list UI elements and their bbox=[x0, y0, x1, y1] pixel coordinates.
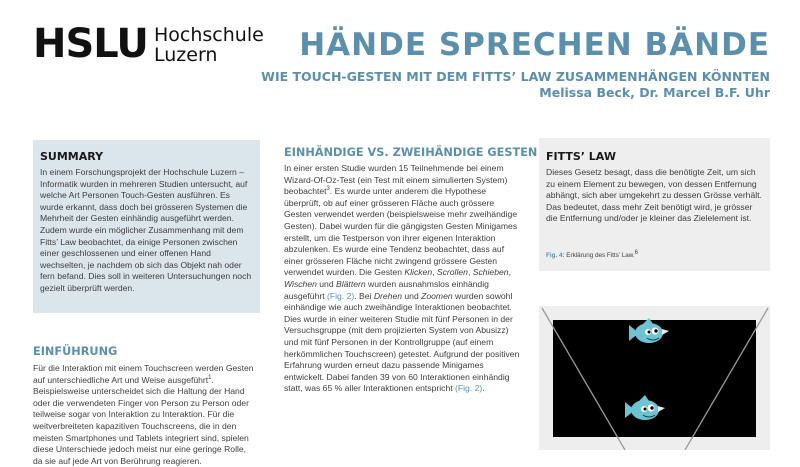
gestures-t3: wurden ausnahmslos einhändig ausgeführt bbox=[284, 278, 489, 301]
gesture-push: Schieben bbox=[472, 267, 509, 278]
gesture-flip: Blättern bbox=[336, 278, 366, 289]
intro-text bbox=[33, 363, 255, 467]
gesture-swipe: Wischen bbox=[284, 278, 317, 289]
logo-line-1: Hochschule bbox=[154, 24, 264, 46]
hslu-logo-mark: HSLU bbox=[33, 21, 148, 67]
intro-p1: Für die Interaktion mit einem Touchscreen werden Gesten auf unterschiedliche Art und Weise ausgeführt bbox=[33, 363, 254, 385]
hslu-logo-text bbox=[154, 25, 264, 65]
figure-ref-2[interactable]: (Fig. 2) bbox=[455, 383, 483, 394]
gesture-click: Klicken bbox=[404, 267, 433, 278]
gesture-scroll: Scrollen bbox=[436, 267, 468, 278]
fitts-caption-label: Fig. 4: bbox=[546, 252, 565, 259]
gestures-heading: EINHÄNDIGE VS. ZWEIHÄNDIGE GESTEN bbox=[284, 146, 538, 159]
gestures-t1: In einer ersten Studie wurden 15 Teilnehmende bei einem Wizard-Of-Oz-Test (ein Test mit einem simulierten System) beobachtet bbox=[284, 163, 508, 197]
figure-ref-1[interactable]: (Fig. 2) bbox=[327, 290, 355, 301]
fitts-caption-text: Erklärung des Fitts’ Law. bbox=[564, 252, 635, 259]
poster-title: HÄNDE SPRECHEN BÄNDE bbox=[299, 27, 770, 63]
gesture-zoom: Zoomen bbox=[421, 290, 453, 301]
projection-figure bbox=[539, 306, 770, 450]
poster-authors: Melissa Beck, Dr. Marcel B.F. Uhr bbox=[539, 85, 770, 100]
intro-p2: . Beispielsweise unterscheidet sich die Haltung der Hand oder die verwendeten Finger von Person zu Person oder teilweise sogar von Interaktion zu Interaktion. Für die weitverbreiteten kapazitiven Touchscreens, die in den meisten Smartphones und Tablets integriert sind, spielen diese Unterschiede jedoch meist nur eine geringe Rolle, da sie auf jede Art von Berührung reagieren. bbox=[33, 374, 249, 466]
fitts-heading: FITTS’ LAW bbox=[546, 150, 616, 163]
fitts-caption-footnote: 6 bbox=[634, 249, 639, 256]
intro-footnote: 1 bbox=[208, 374, 212, 381]
gesture-rotate: Drehen bbox=[373, 290, 402, 301]
gestures-t4: . Bei bbox=[354, 290, 374, 301]
fitts-text: Dieses Gesetz besagt, dass die benötigte Zeit, um sich zu einem Element zu bewegen, von dessen Entfernung abhängt, sich aber umgekehrt zu dessen Grösse verhält. Das bedeutet, dass mehr Zeit benötigt wird, je grösser die Entfernung und/oder je kleiner das Zielelement ist. bbox=[546, 167, 762, 224]
fitts-caption bbox=[546, 249, 639, 259]
gestures-t5: wurden sowohl einhändige wie auch zweihändige Interaktionen beobachtet. Dies wurde in einer weiteren Studie mit fünf Personen in der Versuchsgruppe (mit dem projizierten System von Abusizz) und mit fünf Personen in der Kontrollgruppe (auf einem herkömmlichen Touchscreen) getestet. Aufgrund der positiven Erfahrung wurden erneut dazu passende Minigames entwickelt. Dabei fanden 39 von 60 Interaktionen einhändig statt, was 65 % aller Interaktionen entspricht bbox=[284, 290, 520, 394]
gestures-text: In einer ersten Studie wurden 15 Teilnehmende bei einem Wizard-Of-Oz-Test (ein Test mit einem simulierten System) beobachtet$^3$. Es wurde unter anderem die Hypothese überprüft, ob auf einer grösseren Fläche auch grössere Gesten verwendet werden (beispielsweise mehr zweihändige Gesten). Dabei wurden für die gängigsten Gesten Minigames erstellt, um die Testperson von ihrer eigenen Interaktion abzulenken. Es wurde eine Tendenz beobachtet, dass auf einer grösseren Fläche nicht zwingend grössere Gesten verwendet wurden. Die Gesten Klicken, Scrollen, Schieben, Wischen und Blättern wurden ausnahmslos einhändig ausgeführt (Fig. 2). Bei Drehen und Zoomen wurden sowohl einhändige wie auch zweihändige Interaktionen beobachtet. Dies wurde in einer weiteren Studie mit fünf Personen in der Versuchsgruppe (mit dem projizierten System von Abusizz) und mit fünf Personen in der Kontrollgruppe (auf einem herkömmlichen Touchscreen) getestet. Aufgrund der positiven Erfahrung wurden erneut dazu passende Minigames entwickelt. Dabei fanden 39 von 60 Interaktionen einhändig statt, was 65 % aller Interaktionen entspricht (Fig. 2). bbox=[284, 163, 520, 394]
summary-heading: SUMMARY bbox=[40, 150, 104, 163]
summary-text: In einem Forschungsprojekt der Hochschule Luzern – Informatik wurden in mehreren Studien untersucht, auf welche Art Personen Touch-Gesten ausführen. Es wurde erkannt, dass doch bei grösseren Systemen die Mehrheit der Gesten einhändig ausgeführt werden. Zudem wurde ein möglicher Zusammenhang mit dem Fitts’ Law beobachtet, da einige Personen zwischen einer geschlossenen und einer offenen Hand wechselten, je nachdem ob sich das Objekt nah oder fern befand. Dies soll in weiteren Untersuchungen noch gezielt überprüft werden. bbox=[40, 167, 252, 293]
intro-heading: EINFÜHRUNG bbox=[33, 345, 118, 358]
gestures-t6: . bbox=[482, 383, 485, 394]
gestures-t2: . Es wurde unter anderem die Hypothese überprüft, ob auf einer grösseren Fläche auch grössere Gesten verwendet werden (beispielsweise mehr zweihändige Gesten). Dabei wurden für die gängigsten Gesten Minigames erstellt, um die Testperson von ihrer eigenen Interaktion abzulenken. Es wurde eine Tendenz beobachtet, dass auf einer grösseren Fläche nicht zwingend grössere Gesten verwendet wurden. Die Gesten bbox=[284, 186, 518, 278]
logo-line-2: Luzern bbox=[154, 44, 218, 66]
gestures-footnote: 3 bbox=[326, 186, 330, 193]
poster-subtitle: WIE TOUCH-GESTEN MIT DEM FITTS’ LAW ZUSAMMENHÄNGEN KÖNNTEN bbox=[261, 69, 770, 84]
